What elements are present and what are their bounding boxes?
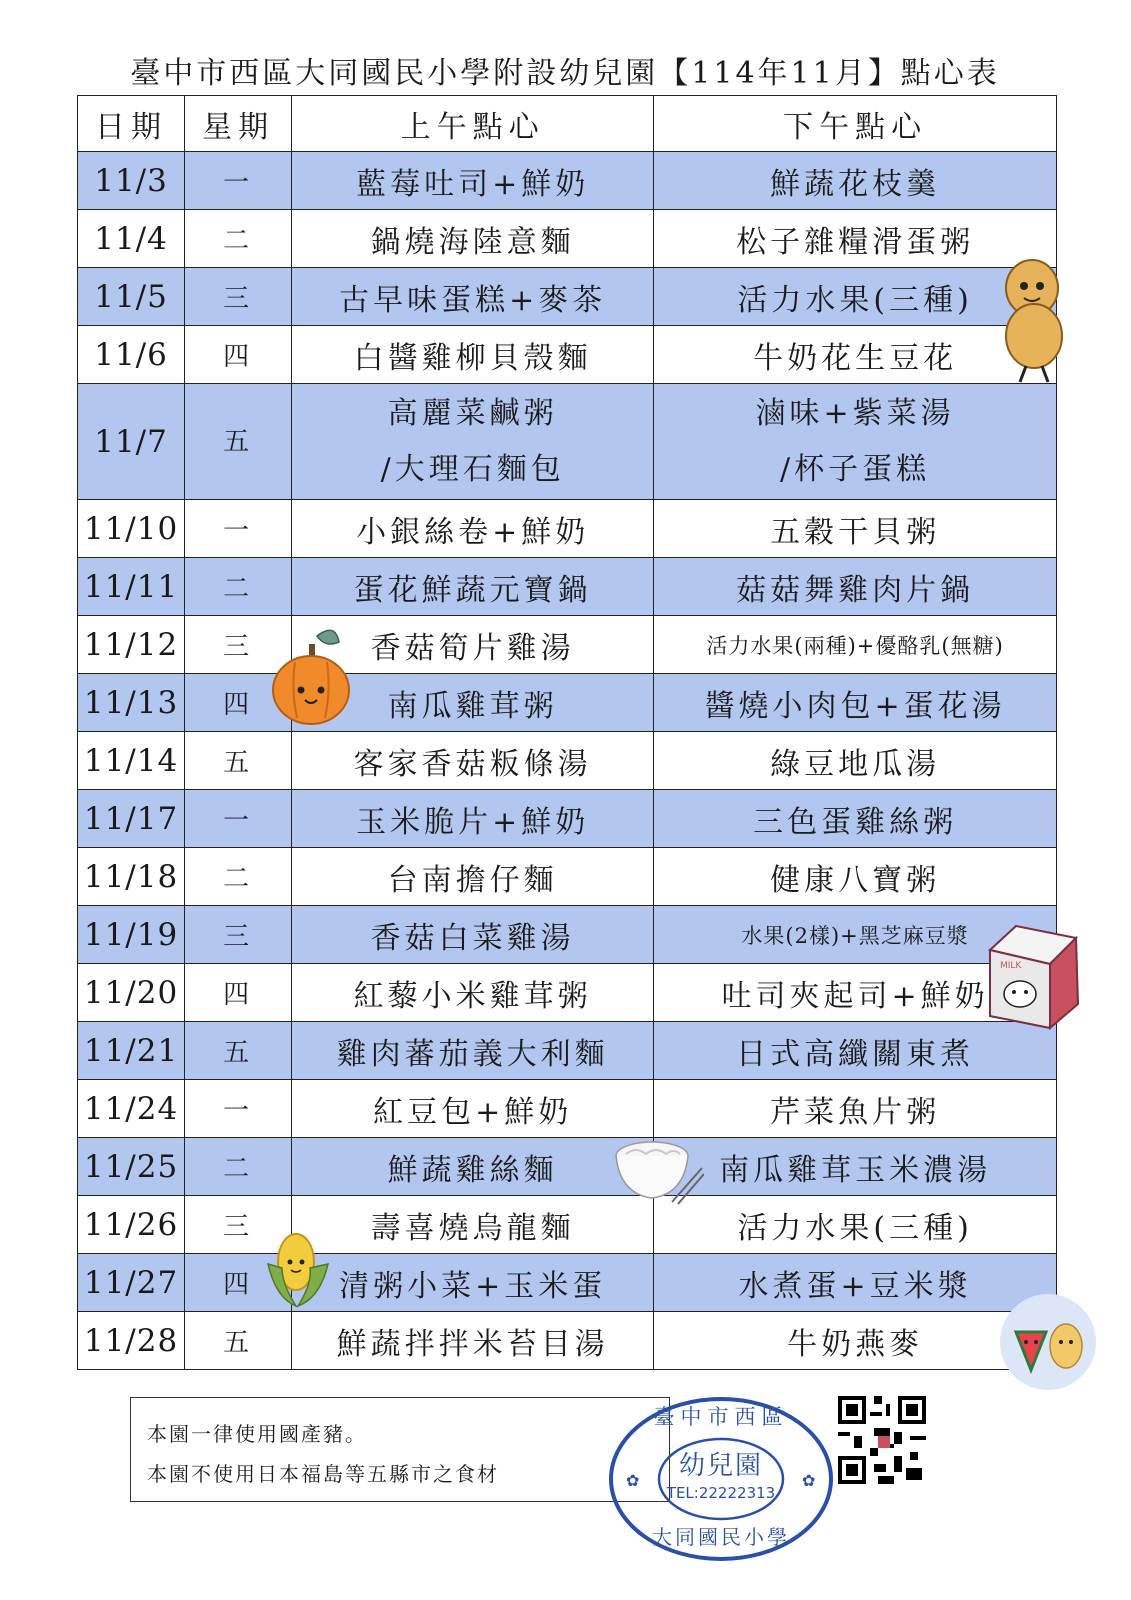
morning-snack-cell: 小銀絲卷+鮮奶: [292, 500, 654, 558]
date-cell: 11/11: [78, 558, 185, 616]
table-row: [78, 1080, 1057, 1138]
date-cell: 11/10: [78, 500, 185, 558]
weekday-cell: 三: [185, 906, 292, 964]
morning-snack-cell: [292, 384, 654, 500]
morning-snack-cell: 蛋花鮮蔬元寶鍋: [292, 558, 654, 616]
date-cell: 11/7: [78, 384, 185, 500]
date-cell: 11/12: [78, 616, 185, 674]
weekday-cell: 五: [185, 384, 292, 500]
afternoon-snack-cell: 健康八寶粥: [654, 848, 1057, 906]
weekday-cell: 一: [185, 152, 292, 210]
morning-snack-cell: 紅藜小米雞茸粥: [292, 964, 654, 1022]
table-row: [78, 616, 1057, 674]
morning-snack-cell: 古早味蛋糕+麥茶: [292, 268, 654, 326]
table-row: [78, 210, 1057, 268]
table-row: [78, 1196, 1057, 1254]
flower-icon: ✿: [626, 1471, 640, 1490]
weekday-cell: 四: [185, 1254, 292, 1312]
table-row: [78, 384, 1057, 500]
weekday-cell: 四: [185, 326, 292, 384]
weekday-cell: 一: [185, 1080, 292, 1138]
header-afternoon: 下午點心: [654, 96, 1057, 152]
stamp-top-text: 臺中市西區: [653, 1405, 789, 1429]
morning-snack-line: 高麗菜鹹粥: [387, 395, 558, 431]
morning-snack-cell: 鮮蔬拌拌米苔目湯: [292, 1312, 654, 1370]
date-cell: 11/27: [78, 1254, 185, 1312]
note-line: 本園一律使用國產豬。: [147, 1422, 367, 1446]
date-cell: 11/26: [78, 1196, 185, 1254]
afternoon-snack-cell: 松子雜糧滑蛋粥: [654, 210, 1057, 268]
afternoon-snack-cell: 三色蛋雞絲粥: [654, 790, 1057, 848]
morning-snack-cell: 白醬雞柳貝殼麵: [292, 326, 654, 384]
date-cell: 11/4: [78, 210, 185, 268]
afternoon-snack-cell: 五穀干貝粥: [654, 500, 1057, 558]
table-row: [78, 906, 1057, 964]
afternoon-snack-cell: 水煮蛋+豆米漿: [654, 1254, 1057, 1312]
milk-carton-label: MILK: [1000, 961, 1022, 971]
afternoon-snack-cell: 菇菇舞雞肉片鍋: [654, 558, 1057, 616]
date-cell: 11/20: [78, 964, 185, 1022]
header-date: 日期: [78, 96, 185, 152]
weekday-cell: 五: [185, 732, 292, 790]
table-row: [78, 964, 1057, 1022]
morning-snack-cell: 藍莓吐司+鮮奶: [292, 152, 654, 210]
date-cell: 11/3: [78, 152, 185, 210]
weekday-cell: 三: [185, 268, 292, 326]
table-row: [78, 1022, 1057, 1080]
afternoon-snack-cell: 綠豆地瓜湯: [654, 732, 1057, 790]
pumpkin-mascot-icon: [265, 618, 361, 730]
weekday-cell: 一: [185, 500, 292, 558]
date-cell: 11/28: [78, 1312, 185, 1370]
weekday-cell: 二: [185, 848, 292, 906]
stamp-tel-text: TEL:22222313: [666, 1484, 776, 1502]
afternoon-snack-cell: 活力水果(三種): [654, 268, 1057, 326]
afternoon-snack-cell: 牛奶燕麥: [654, 1312, 1057, 1370]
morning-snack-cell: 玉米脆片+鮮奶: [292, 790, 654, 848]
afternoon-snack-cell: 鮮蔬花枝羹: [654, 152, 1057, 210]
date-cell: 11/13: [78, 674, 185, 732]
date-cell: 11/18: [78, 848, 185, 906]
fruit-mascots-icon: [996, 1292, 1100, 1392]
afternoon-snack-cell: 水果(2樣)+黑芝麻豆漿: [654, 906, 1057, 964]
weekday-cell: 五: [185, 1022, 292, 1080]
peanut-mascot-icon: [996, 258, 1068, 386]
header-weekday: 星期: [185, 96, 292, 152]
header-morning: 上午點心: [292, 96, 654, 152]
snack-menu-table: [77, 95, 1057, 1370]
morning-snack-cell: 清粥小菜+玉米蛋: [292, 1254, 654, 1312]
table-row: [78, 500, 1057, 558]
table-row: [78, 1312, 1057, 1370]
morning-snack-cell: 客家香菇粄條湯: [292, 732, 654, 790]
weekday-cell: 四: [185, 674, 292, 732]
qr-code-icon: [834, 1392, 930, 1488]
weekday-cell: 二: [185, 1138, 292, 1196]
morning-snack-cell: 鍋燒海陸意麵: [292, 210, 654, 268]
weekday-cell: 三: [185, 1196, 292, 1254]
milk-carton-icon: [980, 920, 1088, 1032]
table-row: [78, 790, 1057, 848]
weekday-cell: 五: [185, 1312, 292, 1370]
morning-snack-line: /大理石麵包: [380, 451, 565, 487]
stamp-bottom-text: 大同國民小學: [652, 1525, 790, 1549]
date-cell: 11/6: [78, 326, 185, 384]
table-row: [78, 732, 1057, 790]
afternoon-snack-line: /杯子蛋糕: [780, 451, 931, 487]
weekday-cell: 四: [185, 964, 292, 1022]
date-cell: 11/24: [78, 1080, 185, 1138]
corn-mascot-icon: [262, 1228, 334, 1310]
date-cell: 11/14: [78, 732, 185, 790]
flower-icon: ✿: [802, 1471, 816, 1490]
weekday-cell: 一: [185, 790, 292, 848]
school-stamp: [606, 1394, 836, 1564]
weekday-cell: 二: [185, 210, 292, 268]
table-row: [78, 268, 1057, 326]
stamp-middle-text: 幼兒園: [678, 1451, 764, 1481]
note-line: 本園不使用日本福島等五縣市之食材: [147, 1462, 499, 1486]
afternoon-snack-cell: 芹菜魚片粥: [654, 1080, 1057, 1138]
afternoon-snack-cell: 吐司夾起司+鮮奶: [654, 964, 1057, 1022]
table-row: [78, 326, 1057, 384]
date-cell: 11/19: [78, 906, 185, 964]
table-row: [78, 1254, 1057, 1312]
morning-snack-cell: 台南擔仔麵: [292, 848, 654, 906]
morning-snack-cell: 鮮蔬雞絲麵: [292, 1138, 654, 1196]
weekday-cell: 三: [185, 616, 292, 674]
morning-snack-cell: 壽喜燒烏龍麵: [292, 1196, 654, 1254]
afternoon-snack-cell: 活力水果(兩種)+優酪乳(無糖): [654, 616, 1057, 674]
morning-snack-cell: 紅豆包+鮮奶: [292, 1080, 654, 1138]
afternoon-snack-cell: 醬燒小肉包+蛋花湯: [654, 674, 1057, 732]
notes-box: [130, 1397, 670, 1502]
table-row: [78, 1138, 1057, 1196]
morning-snack-cell: 香菇筍片雞湯: [292, 616, 654, 674]
morning-snack-cell: 雞肉蕃茄義大利麵: [292, 1022, 654, 1080]
afternoon-snack-cell: 活力水果(三種): [654, 1196, 1057, 1254]
weekday-cell: 二: [185, 558, 292, 616]
date-cell: 11/5: [78, 268, 185, 326]
page-title: 臺中市西區大同國民小學附設幼兒園【114年11月】點心表: [130, 56, 1000, 91]
morning-snack-cell: 南瓜雞茸粥: [292, 674, 654, 732]
noodle-bowl-icon: [612, 1128, 704, 1208]
date-cell: 11/17: [78, 790, 185, 848]
table-row: [78, 674, 1057, 732]
morning-snack-cell: 香菇白菜雞湯: [292, 906, 654, 964]
table-header-row: [78, 96, 1057, 152]
afternoon-snack-cell: 牛奶花生豆花: [654, 326, 1057, 384]
table-row: [78, 848, 1057, 906]
table-row: [78, 558, 1057, 616]
table-row: [78, 152, 1057, 210]
afternoon-snack-cell: 日式高纖關東煮: [654, 1022, 1057, 1080]
date-cell: 11/21: [78, 1022, 185, 1080]
date-cell: 11/25: [78, 1138, 185, 1196]
afternoon-snack-cell: [654, 384, 1057, 500]
afternoon-snack-cell: 南瓜雞茸玉米濃湯: [654, 1138, 1057, 1196]
afternoon-snack-line: 滷味+紫菜湯: [755, 395, 955, 431]
